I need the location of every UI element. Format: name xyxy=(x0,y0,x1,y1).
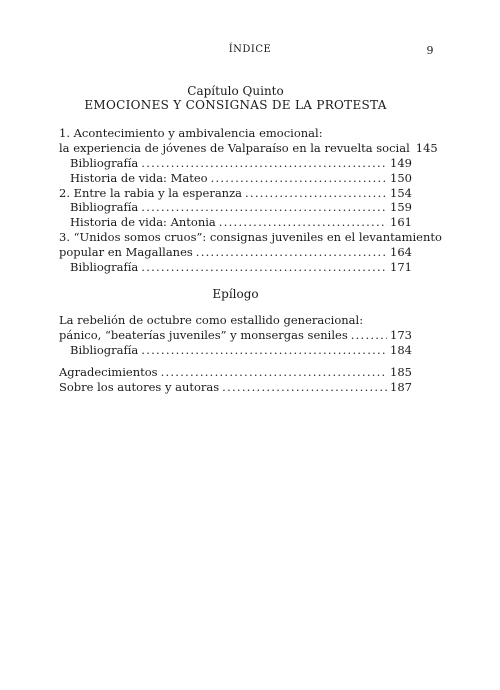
toc-page-number: 145 xyxy=(415,140,438,155)
toc-page-number: 154 xyxy=(390,185,412,200)
toc-entry[interactable] xyxy=(59,186,412,201)
toc-page-number: 159 xyxy=(390,200,412,215)
toc-backmatter-entries xyxy=(59,365,412,395)
toc-subentry[interactable] xyxy=(59,156,412,171)
toc-entry-title: Bibliografía xyxy=(70,260,139,275)
toc-entry-title: la experiencia de jóvenes de Valparaíso en la revuelta social xyxy=(59,140,410,155)
toc-entry-title: Bibliografía xyxy=(70,342,139,357)
toc-subentry[interactable] xyxy=(59,260,412,275)
toc-subentry[interactable] xyxy=(59,171,412,186)
dot-leader xyxy=(222,380,387,395)
running-head-title: ÍNDICE xyxy=(228,44,272,55)
toc-entry-title: popular en Magallanes xyxy=(59,245,193,260)
dot-leader xyxy=(196,245,387,260)
dot-leader xyxy=(141,156,387,171)
chapter-label: Capítulo Quinto xyxy=(187,84,284,98)
chapter-header xyxy=(59,84,412,112)
dot-leader xyxy=(211,171,387,186)
toc-entry-title: pánico, “beaterías juveniles” y monsergas seniles xyxy=(59,327,348,342)
epilogue-label: Epílogo xyxy=(212,287,259,301)
page-number: 9 xyxy=(426,44,434,57)
dot-leader xyxy=(351,328,387,343)
toc-subentry[interactable] xyxy=(59,200,412,215)
toc-page-number: 171 xyxy=(390,260,412,275)
toc-epilogue-entries xyxy=(59,313,412,358)
toc-chapter-entries xyxy=(59,126,442,275)
toc-entry-title: Bibliografía xyxy=(70,200,139,215)
toc-entry-title: 2. Entre la rabia y la esperanza xyxy=(59,185,242,200)
toc-page-number: 184 xyxy=(390,342,412,357)
dot-leader xyxy=(141,343,387,358)
toc-entry-title: Bibliografía xyxy=(70,155,139,170)
toc-page-number: 173 xyxy=(390,327,412,342)
toc-page-number: 161 xyxy=(390,215,412,230)
toc-page-number: 149 xyxy=(390,155,412,170)
toc-entry-title: Agradecimientos xyxy=(59,365,158,379)
toc-entry-title-line: La rebelión de octubre como estallido generacional: xyxy=(59,313,364,327)
toc-entry-title: Historia de vida: Antonia xyxy=(70,215,216,230)
toc-entry-title: Historia de vida: Mateo xyxy=(70,170,208,185)
toc-subentry[interactable] xyxy=(59,215,412,230)
toc-page-number: 150 xyxy=(390,170,412,185)
toc-entry[interactable] xyxy=(59,365,412,380)
dot-leader xyxy=(219,215,387,230)
toc-entry-title-line: 3. “Unidos somos cruos”: consignas juveniles en el levantamiento xyxy=(59,230,442,245)
toc-page-number: 187 xyxy=(390,379,412,394)
toc-subentry[interactable] xyxy=(59,343,412,358)
toc-entry[interactable] xyxy=(59,380,412,395)
chapter-title: EMOCIONES Y CONSIGNAS DE LA PROTESTA xyxy=(84,98,387,112)
epilogue-header xyxy=(59,287,412,301)
toc-entry-title: Sobre los autores y autoras xyxy=(59,379,220,394)
toc-entry[interactable] xyxy=(59,140,438,156)
dot-leader xyxy=(245,186,387,201)
dot-leader xyxy=(161,365,387,380)
dot-leader xyxy=(141,200,387,215)
toc-entry[interactable] xyxy=(59,245,412,260)
toc-entry-title-line: 1. Acontecimiento y ambivalencia emocional: xyxy=(59,126,323,140)
toc-entry[interactable] xyxy=(59,328,412,343)
toc-page-number: 164 xyxy=(390,245,412,260)
toc-page-number: 185 xyxy=(390,365,412,379)
dot-leader xyxy=(141,260,387,275)
